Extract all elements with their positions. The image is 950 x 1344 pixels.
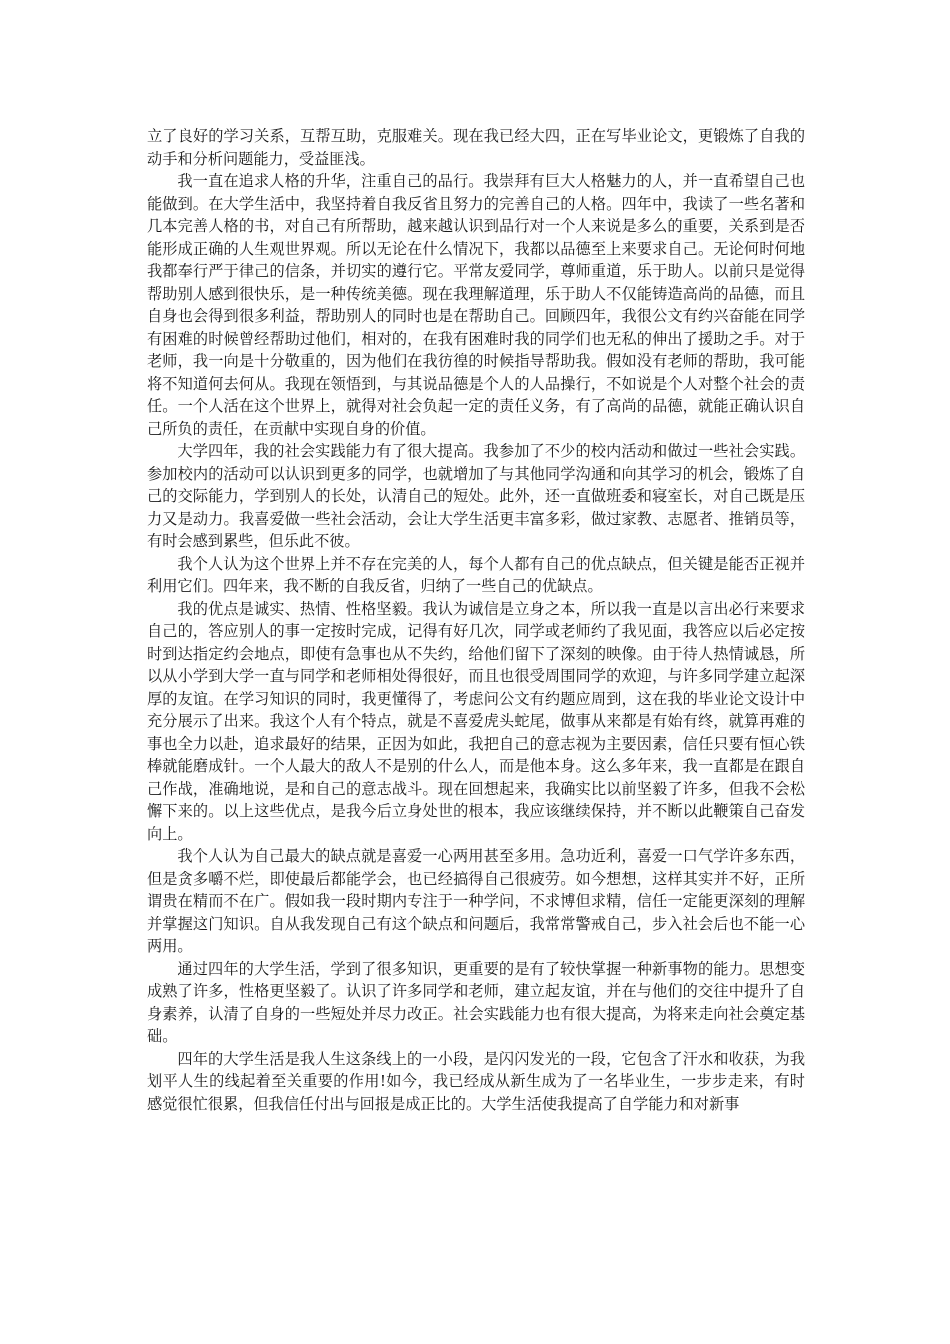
paragraph-6: 我个人认为自己最大的缺点就是喜爱一心两用甚至多用。急功近利，喜爱一口气学许多东西，但是贪多嚼不烂，即使最后都能学会，也已经搞得自己很疲劳。如今想想，这样其实并不好，正所谓贵在精而不在广。假如我一段时期内专注于一种学问，不求博但求精，信任一定能更深刻的理解并掌握这门知识。自从我发现自己有这个缺点和问题后，我常常警戒自己，步入社会后也不能一心两用。 — [147, 847, 805, 955]
paragraph-8: 四年的大学生活是我人生这条线上的一小段，是闪闪发光的一段，它包含了汗水和收获，为我划平人生的线起着至关重要的作用!如今，我已经成从新生成为了一名毕业生，一步步走来，有时感觉很忙很累，但我信任付出与回报是成正比的。大学生活使我提高了自学能力和对新事 — [147, 1049, 805, 1113]
paragraph-2: 我一直在追求人格的升华，注重自己的品行。我崇拜有巨大人格魅力的人，并一直希望自己也能做到。在大学生活中，我坚持着自我反省且努力的完善自己的人格。四年中，我读了一些名著和几本完善人格的书，对自己有所帮助，越来越认识到品行对一个人来说是多么的重要，关系到是否能形成正确的人生观世界观。所以无论在什么情况下，我都以品德至上来要求自己。无论何时何地我都奉行严于律己的信条，并切实的遵行它。平常友爱同学，尊师重道，乐于助人。以前只是觉得帮助别人感到很快乐，是一种传统美德。现在我理解道理，乐于助人不仅能铸造高尚的品德，而且自身也会得到很多利益，帮助别人的同时也是在帮助自己。回顾四年，我很公文有约兴奋能在同学有困难的时候曾经帮助过他们，相对的，在我有困难时我的同学们也无私的伸出了援助之手。对于老师，我一向是十分敬重的，因为他们在我彷徨的时候指导帮助我。假如没有老师的帮助，我可能将不知道何去何从。我现在领悟到，与其说品德是个人的人品操行，不如说是个人对整个社会的责任。一个人活在这个世界上，就得对社会负起一定的责任义务，有了高尚的品德，就能正确认识自己所负的责任，在贡献中实现自身的价值。 — [147, 172, 805, 438]
paragraph-3: 大学四年，我的社会实践能力有了很大提高。我参加了不少的校内活动和做过一些社会实践。参加校内的活动可以认识到更多的同学，也就增加了与其他同学沟通和向其学习的机会，锻炼了自己的交际能力，学到别人的长处，认清自己的短处。此外，还一直做班委和寝室长，对自己既是压力又是动力。我喜爱做一些社会活动，会让大学生活更丰富多彩，做过家教、志愿者、推销员等，有时会感到累些，但乐此不彼。 — [147, 442, 805, 550]
document-body — [147, 125, 805, 1115]
paragraph-7: 通过四年的大学生活，学到了很多知识，更重要的是有了较快掌握一种新事物的能力。思想变成熟了许多，性格更坚毅了。认识了许多同学和老师，建立起友谊，并在与他们的交往中提升了自身素养，认清了自身的一些短处并尽力改正。社会实践能力也有很大提高，为将来走向社会奠定基础。 — [147, 959, 805, 1045]
paragraph-5: 我的优点是诚实、热情、性格坚毅。我认为诚信是立身之本，所以我一直是以言出必行来要求自己的，答应别人的事一定按时完成，记得有好几次，同学或老师约了我见面，我答应以后必定按时到达指定约会地点，即使有急事也从不失约，给他们留下了深刻的映像。由于待人热情诚恳，所以从小学到大学一直与同学和老师相处得很好，而且也很受周围同学的欢迎，与许多同学建立起深厚的友谊。在学习知识的同时，我更懂得了，考虑问公文有约题应周到，这在我的毕业论文设计中充分展示了出来。我这个人有个特点，就是不喜爱虎头蛇尾，做事从来都是有始有终，就算再难的事也全力以赴，追求最好的结果，正因为如此，我把自己的意志视为主要因素，信任只要有恒心铁棒就能磨成针。一个人最大的敌人不是别的什么人，而是他本身。这么多年来，我一直都是在跟自己作战，准确地说，是和自己的意志战斗。现在回想起来，我确实比以前坚毅了许多，但我不会松懈下来的。以上这些优点，是我今后立身处世的根本，我应该继续保持，并不断以此鞭策自己奋发向上。 — [147, 599, 805, 843]
paragraph-4: 我个人认为这个世界上并不存在完美的人，每个人都有自己的优点缺点，但关键是能否正视并利用它们。四年来，我不断的自我反省，归纳了一些自己的优缺点。 — [147, 554, 805, 595]
paragraph-1: 立了良好的学习关系，互帮互助，克服难关。现在我已经大四，正在写毕业论文，更锻炼了自我的动手和分析问题能力，受益匪浅。 — [147, 127, 805, 168]
